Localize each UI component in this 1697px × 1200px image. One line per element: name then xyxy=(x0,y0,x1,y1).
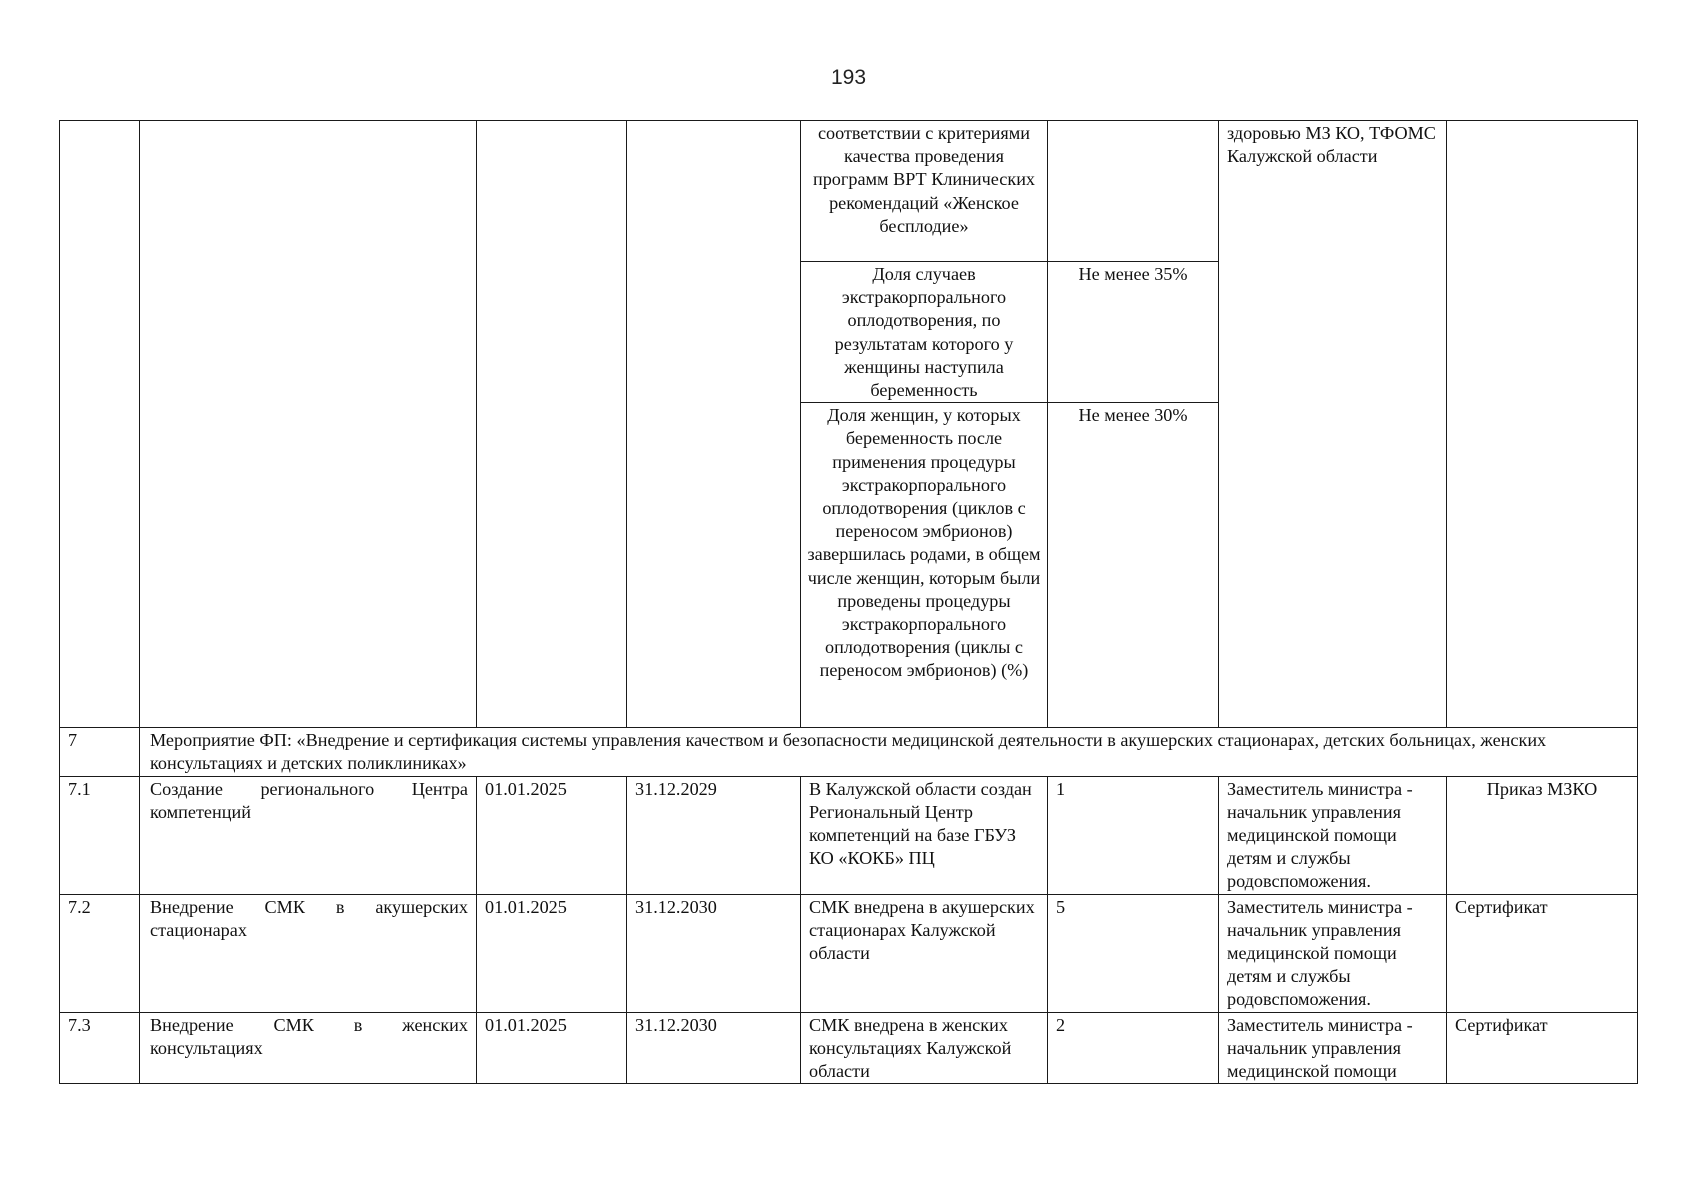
row-result: СМК внедрена в женских консультациях Калужской области xyxy=(801,1012,1048,1084)
row-name: Создание регионального Центра компетенций xyxy=(140,776,477,894)
table-row xyxy=(60,1012,1638,1084)
row-result: В Калужской области создан Региональный Центр компетенций на базе ГБУЗ КО «КОКБ» ПЦ xyxy=(801,776,1048,894)
row-responsible: Заместитель министра - начальник управления медицинской помощи детям и службы родовспоможения. xyxy=(1219,894,1447,1012)
row-document: Сертификат xyxy=(1447,894,1638,1012)
measures-table xyxy=(59,120,1638,1084)
row-document: Сертификат xyxy=(1447,1012,1638,1084)
section-number: 7 xyxy=(60,728,140,776)
row-value: 2 xyxy=(1048,1012,1219,1084)
row-name: Внедрение СМК в женских консультациях xyxy=(140,1012,477,1084)
result-cell: соответствии с критериями качества проведения программ ВРТ Клинических рекомендаций «Женское бесплодие» xyxy=(801,121,1048,262)
empty-number-cell xyxy=(60,121,140,728)
section-title: Мероприятие ФП: «Внедрение и сертификация системы управления качеством и безопасности медицинской деятельности в акушерских стационарах, детских больницах, женских консультациях и детских поликлиниках» xyxy=(140,728,1638,776)
section-row xyxy=(60,728,1638,776)
table-row xyxy=(60,776,1638,894)
row-start-date: 01.01.2025 xyxy=(477,1012,627,1084)
row-start-date: 01.01.2025 xyxy=(477,894,627,1012)
row-number: 7.1 xyxy=(60,776,140,894)
row-result: СМК внедрена в акушерских стационарах Калужской области xyxy=(801,894,1048,1012)
empty-name-cell xyxy=(140,121,477,728)
row-responsible: Заместитель министра - начальник управления медицинской помощи детям и службы родовспоможения. xyxy=(1219,776,1447,894)
empty-end-cell xyxy=(627,121,801,728)
table-row xyxy=(60,894,1638,1012)
row-number: 7.3 xyxy=(60,1012,140,1084)
result-cell: Доля женщин, у которых беременность после применения процедуры экстракорпорального оплодотворения (циклов с переносом эмбрионов) завершилась родами, в общем числе женщин, которым были проведены процедуры экстракорпорального оплодотворения (циклы с переносом эмбрионов) (%) xyxy=(801,403,1048,728)
result-cell: Доля случаев экстракорпорального оплодотворения, по результатам которого у женщины наступила беременность xyxy=(801,262,1048,403)
row-responsible: Заместитель министра - начальник управления медицинской помощи xyxy=(1219,1012,1447,1084)
empty-document-cell xyxy=(1447,121,1638,728)
value-cell: Не менее 35% xyxy=(1048,262,1219,403)
empty-start-cell xyxy=(477,121,627,728)
row-value: 1 xyxy=(1048,776,1219,894)
page-number: 193 xyxy=(830,66,867,89)
row-end-date: 31.12.2029 xyxy=(627,776,801,894)
continuation-row xyxy=(60,121,1638,262)
row-document: Приказ МЗКО xyxy=(1447,776,1638,894)
value-cell xyxy=(1048,121,1219,262)
value-cell: Не менее 30% xyxy=(1048,403,1219,728)
row-name: Внедрение СМК в акушерских стационарах xyxy=(140,894,477,1012)
row-start-date: 01.01.2025 xyxy=(477,776,627,894)
row-end-date: 31.12.2030 xyxy=(627,894,801,1012)
responsible-cell: здоровью МЗ КО, ТФОМС Калужской области xyxy=(1219,121,1447,728)
row-value: 5 xyxy=(1048,894,1219,1012)
row-number: 7.2 xyxy=(60,894,140,1012)
row-end-date: 31.12.2030 xyxy=(627,1012,801,1084)
